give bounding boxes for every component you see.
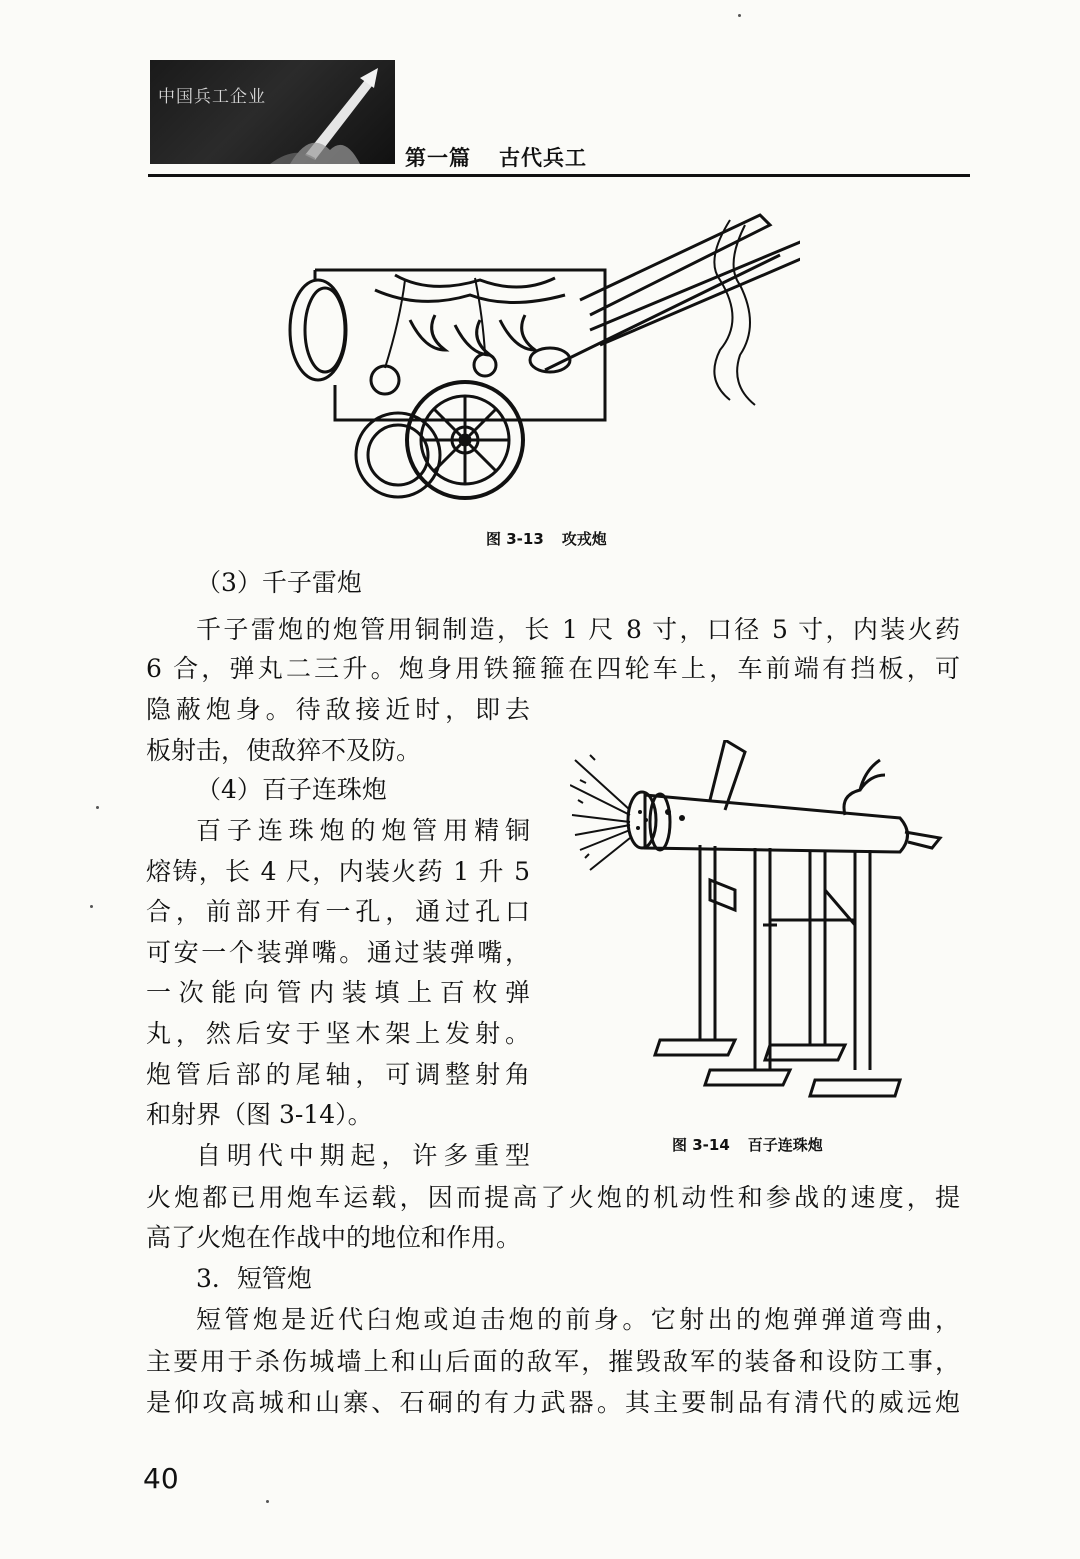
rocket-launch-icon: [270, 60, 390, 164]
paragraph-line: 百子连珠炮的炮管用精铜: [196, 816, 530, 845]
scan-speck: [266, 1500, 269, 1503]
section-heading-qianzi: （3）千子雷炮: [196, 568, 362, 597]
paragraph-line: 自明代中期起，许多重型: [196, 1141, 530, 1170]
paragraph-line: 一次能向管内装填上百枚弹: [146, 978, 530, 1007]
figure-caption-3-14: [672, 1134, 823, 1155]
paragraph-line: 火炮都已用炮车运载，因而提高了火炮的机动性和参战的速度，提: [146, 1183, 960, 1212]
paragraph-line: 和射界（图 3-14）。: [146, 1100, 373, 1129]
section-heading-duanguan: 3．短管炮: [196, 1264, 312, 1293]
paragraph-line: 板射击，使敌猝不及防。: [146, 736, 422, 765]
page-number: 40: [143, 1462, 179, 1495]
paragraph-line: 隐蔽炮身。待敌接近时，即去: [146, 695, 530, 724]
figure-number: 图 3-13: [486, 530, 544, 548]
paragraph-line: 合，前部开有一孔，通过孔口: [146, 897, 530, 926]
paragraph-line: 6 合，弹丸二三升。炮身用铁箍箍在四轮车上，车前端有挡板，可: [146, 654, 960, 683]
figure-title: 攻戎炮: [561, 530, 607, 548]
part-label: 第一篇: [405, 146, 471, 170]
series-title: 中国兵工企业: [158, 87, 266, 107]
paragraph-line: 千子雷炮的炮管用铜制造，长 1 尺 8 寸，口径 5 寸，内装火药: [196, 615, 960, 644]
paragraph-line: 主要用于杀伤城墙上和山后面的敌军，摧毁敌军的装备和设防工事，: [146, 1347, 960, 1376]
scan-speck: [90, 905, 93, 908]
figure-caption-3-13: [486, 528, 607, 549]
scan-speck: [738, 14, 741, 17]
figure-title: 百子连珠炮: [747, 1136, 823, 1154]
paragraph-line: 丸，然后安于坚木架上发射。: [146, 1019, 530, 1048]
paragraph-line: 高了火炮在作战中的地位和作用。: [146, 1223, 522, 1252]
paragraph-line: 炮管后部的尾轴，可调整射角: [146, 1060, 530, 1089]
paragraph-line: 可安一个装弹嘴。通过装弹嘴，: [146, 938, 530, 967]
cannon-on-stand-illustration: [570, 740, 960, 1110]
section-heading-baizi: （4）百子连珠炮: [196, 775, 387, 804]
scan-speck: [96, 806, 99, 809]
paragraph-line: 短管炮是近代臼炮或迫击炮的前身。它射出的炮弹弹道弯曲，: [196, 1305, 960, 1334]
cannon-cart-illustration: [280, 200, 800, 510]
paragraph-line: 是仰攻高城和山寨、石硐的有力武器。其主要制品有清代的威远炮: [146, 1388, 960, 1417]
paragraph-line: 熔铸，长 4 尺，内装火药 1 升 5: [146, 857, 530, 886]
header-rule: [148, 174, 970, 177]
part-title: 古代兵工: [499, 146, 587, 170]
figure-number: 图 3-14: [672, 1136, 730, 1154]
part-heading: [405, 142, 587, 172]
